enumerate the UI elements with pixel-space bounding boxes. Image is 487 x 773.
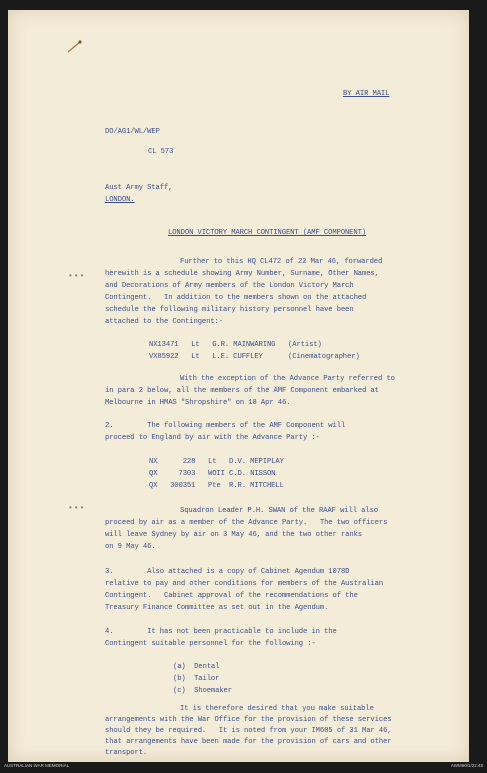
list-item: VX85922 Lt L.E. CUFFLEY (Cinematographer)	[149, 353, 360, 361]
list-item: QX 300351 Pte R.R. MITCHELL	[149, 482, 284, 490]
list-item: QX 7303 WOII C.D. NISSON	[149, 470, 276, 478]
document-sheet	[8, 10, 469, 762]
text-line: schedule the following military history personnel have been	[105, 306, 354, 314]
address-line-1: Aust Army Staff,	[105, 184, 173, 192]
list-item: (b) Tailor	[173, 675, 220, 683]
list-item: NX13471 Lt G.R. MAINWARING (Artist)	[149, 341, 322, 349]
text-line: 2. The following members of the AMF Component will	[105, 422, 346, 430]
text-line: attached to the Contingent:-	[105, 318, 223, 326]
text-line: that arrangements have been made for the provision of cars and other	[105, 738, 392, 746]
text-line: will leave Sydney by air on 3 May 46, and the two other ranks	[105, 531, 363, 539]
punch-hole-mark: •••	[68, 504, 86, 513]
list-item: (c) Shoemaker	[173, 687, 232, 695]
text-line: It is therefore desired that you make suitable	[180, 705, 374, 713]
text-line: 3. Also attached is a copy of Cabinet Agendum 1078D	[105, 568, 350, 576]
list-item: NX 228 Lt D.V. MEPIPLAY	[149, 458, 284, 466]
reference-number: DO/AG1/WL/WEP	[105, 128, 160, 136]
text-line: Contingent. In addition to the members shown on the attached	[105, 294, 367, 302]
text-line: transport.	[105, 749, 148, 757]
text-line: Further to this HQ CL472 of 22 Mar 46, forwarded	[180, 258, 383, 266]
punch-hole-mark: •••	[68, 272, 86, 281]
text-line: proceed to England by air with the Advance Party :-	[105, 434, 320, 442]
text-line: Treasury Finance Committee as set out in the Agendum.	[105, 604, 329, 612]
text-line: 4. It has not been practicable to include in the	[105, 628, 337, 636]
subject-heading: LONDON VICTORY MARCH CONTINGENT (AMF COMPONENT)	[168, 229, 367, 237]
letter-number: CL 573	[148, 148, 174, 156]
text-line: herewith is a schedule showing Army Number, Surname, Other Names,	[105, 270, 379, 278]
text-line: Contingent. Cabinet approval of the recommendations of the	[105, 592, 358, 600]
text-line: in para 2 below, all the members of the AMF Component embarked at	[105, 387, 379, 395]
address-line-2: LONDON.	[105, 196, 135, 204]
text-line: With the exception of the Advance Party referred to	[180, 375, 395, 383]
text-line: should they be required. It is noted from your IM605 of 31 Mar 46,	[105, 727, 392, 735]
footer-reference: AWM60/1/22.48	[450, 763, 483, 768]
text-line: Squadron Leader P.H. SWAN of the RAAF will also	[180, 507, 379, 515]
list-item: (a) Dental	[173, 663, 220, 671]
text-line: relative to pay and other conditions for members of the Australian	[105, 580, 384, 588]
pin-icon	[66, 38, 84, 56]
text-line: and Decorations of Army members of the London Victory March	[105, 282, 354, 290]
footer-archive-label: AUSTRALIAN WAR MEMORIAL	[4, 763, 70, 768]
text-line: Melbourne in HMAS "Shropshire" on 18 Apr 46.	[105, 399, 291, 407]
text-line: on 9 May 46.	[105, 543, 156, 551]
text-line: arrangements with the War Office for the provision of these services	[105, 716, 392, 724]
airmail-heading: BY AIR MAIL	[343, 90, 390, 98]
text-line: proceed by air as a member of the Advance Party. The two officers	[105, 519, 388, 527]
text-line: Contingent suitable personnel for the following :-	[105, 640, 316, 648]
